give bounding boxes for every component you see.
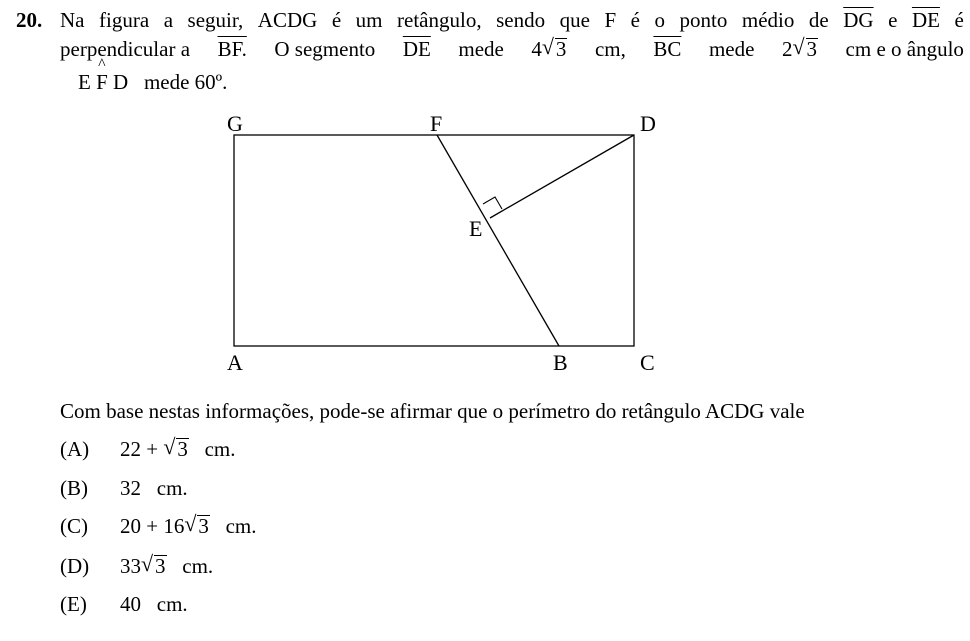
segment-bc: $\overline{BC}$ xyxy=(653,37,682,61)
label-f: F xyxy=(430,111,443,136)
word: o xyxy=(654,8,665,32)
word: um xyxy=(355,8,383,32)
segment-de-line xyxy=(490,135,634,218)
word: de xyxy=(808,8,829,32)
text: perpendicular a xyxy=(60,37,191,61)
hat-icon: ^ xyxy=(98,56,106,73)
segment-de: $\overline{DE}$ xyxy=(402,37,431,61)
text: mede xyxy=(458,37,504,61)
word: que xyxy=(559,8,590,32)
label-e: E xyxy=(469,216,483,241)
value-de: 4 √ 3 xyxy=(531,34,567,61)
word: figura xyxy=(99,8,150,32)
text: cm e o ângulo xyxy=(845,37,964,61)
word: a xyxy=(163,8,174,32)
word: ACDG xyxy=(257,8,318,32)
sqrt-symbol: √ 3 xyxy=(184,511,209,538)
word: é xyxy=(630,8,640,32)
question-number: 20. xyxy=(16,8,43,32)
word: retângulo, xyxy=(397,8,482,32)
segment-fb-line xyxy=(437,135,559,346)
option-a[interactable]: (A) 22 + √ 3 cm. xyxy=(60,434,236,461)
label-d: D xyxy=(640,111,656,136)
word: é xyxy=(954,8,964,32)
sqrt-symbol: √ 3 xyxy=(163,434,188,461)
label-c: C xyxy=(640,350,655,375)
word: ponto xyxy=(679,8,728,32)
text: cm, xyxy=(594,37,626,61)
text: O segmento xyxy=(274,37,376,61)
segment-de: $\overline{DE}$ xyxy=(911,8,940,32)
sqrt-symbol: √ 3 xyxy=(541,34,567,61)
sqrt-symbol: √ 3 xyxy=(792,34,817,61)
option-d[interactable]: (D) 33 √ 3 cm. xyxy=(60,551,214,578)
option-e[interactable]: (E) 40 cm. xyxy=(60,592,188,616)
option-b[interactable]: (B) 32 cm. xyxy=(60,476,188,500)
sqrt-symbol: √ 3 xyxy=(141,551,166,578)
text: mede xyxy=(708,37,755,61)
option-c[interactable]: (C) 20 + 16 √ 3 cm. xyxy=(60,511,257,538)
word: é xyxy=(331,8,342,32)
word: sendo xyxy=(496,8,546,32)
label-a: A xyxy=(227,350,243,375)
label-b: B xyxy=(553,350,568,375)
word: e xyxy=(888,8,898,32)
rectangle-acdg xyxy=(234,135,634,346)
text: mede 60º. xyxy=(143,70,228,94)
segment-bf: BF. xyxy=(217,37,247,61)
right-angle-marker xyxy=(483,197,502,209)
word: médio xyxy=(741,8,795,32)
word: F xyxy=(604,8,617,32)
word: Na xyxy=(60,8,85,32)
segment-dg: $\overline{DG}$ xyxy=(843,8,874,32)
value-bc: 2 √ 3 xyxy=(782,34,817,61)
word: seguir, xyxy=(187,8,244,32)
question-prompt: Com base nestas informações, pode-se afirmar que o perímetro do retângulo ACDG vale xyxy=(60,399,805,423)
angle-efd: E ^ F D xyxy=(78,56,129,94)
label-g: G xyxy=(227,111,243,136)
